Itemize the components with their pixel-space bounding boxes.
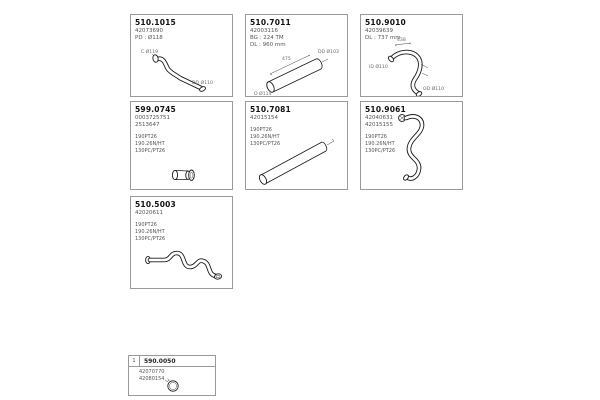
part-number: 510.9061 bbox=[365, 105, 406, 114]
footer-cell-header bbox=[129, 356, 215, 367]
spec-line: DL : 737 mm bbox=[365, 35, 401, 42]
model-code: 190.26N/HT bbox=[250, 133, 280, 140]
catalog-cell-510-5003 bbox=[130, 196, 233, 289]
drawing-label: 438 bbox=[397, 38, 406, 43]
oem-ref: 42080154 bbox=[139, 375, 165, 382]
model-code: 190.26N/HT bbox=[365, 141, 395, 148]
part-number: 510.9010 bbox=[365, 18, 406, 27]
catalog-cell-510-9061 bbox=[360, 101, 463, 190]
oem-ref: 42015154 bbox=[250, 115, 278, 121]
catalog-cell-510-1015 bbox=[130, 14, 233, 97]
catalog-cell-599-0745 bbox=[130, 101, 233, 190]
model-code: 190PT26 bbox=[250, 127, 272, 134]
oem-ref: 42040631 bbox=[365, 115, 393, 121]
part-number: 599.0745 bbox=[135, 105, 176, 114]
part-drawing-s-hose bbox=[361, 103, 464, 189]
model-code: 130PC/PT26 bbox=[135, 235, 166, 242]
oem-ref: 42039639 bbox=[365, 28, 393, 34]
drawing-label: C Ø119 bbox=[141, 50, 159, 55]
part-drawing-s-bend-pipe bbox=[131, 44, 234, 96]
drawing-label: DD Ø103 bbox=[318, 50, 339, 55]
catalog-cell-510-9010 bbox=[360, 14, 463, 97]
model-code: 190PT26 bbox=[135, 134, 157, 141]
part-drawing-curved-pipe bbox=[361, 32, 464, 96]
part-drawing-connector-sleeve bbox=[131, 163, 234, 189]
oem-ref: 42020611 bbox=[135, 210, 163, 216]
part-drawing-zigzag-pipe bbox=[131, 240, 234, 288]
model-code: 190.26N/HT bbox=[135, 141, 165, 148]
catalog-cell-510-7011 bbox=[245, 14, 348, 97]
model-code: 190PT26 bbox=[365, 134, 387, 141]
oem-ref: 0003725751 bbox=[135, 115, 170, 121]
model-code: 130PC/PT26 bbox=[365, 147, 396, 154]
oem-ref: 42073690 bbox=[135, 28, 163, 34]
part-number: 510.5003 bbox=[135, 200, 176, 209]
part-number: 510.7011 bbox=[250, 18, 291, 27]
part-number: 510.7081 bbox=[250, 105, 291, 114]
model-code: 130PC/PT26 bbox=[135, 147, 166, 154]
drawing-label: OD Ø110 bbox=[423, 87, 444, 92]
part-number: 590.0050 bbox=[144, 357, 176, 365]
oem-ref: 42015155 bbox=[365, 122, 393, 129]
oem-ref: 42070770 bbox=[139, 369, 165, 375]
model-code: 190PT26 bbox=[135, 222, 157, 229]
spec-line: BG : 224 TM bbox=[250, 35, 284, 42]
oem-ref: 42003116 bbox=[250, 28, 278, 34]
drawing-label: DD Ø110 bbox=[192, 81, 213, 86]
part-drawing-diagonal-silencer bbox=[246, 38, 349, 96]
drawing-label: O Ø114 bbox=[254, 92, 272, 96]
oem-ref: 2513647 bbox=[135, 122, 160, 129]
drawing-label: 475 bbox=[282, 57, 291, 62]
spec-line: DL : 960 mm bbox=[250, 42, 286, 49]
footer-clamp-cell bbox=[128, 355, 216, 396]
spec-line: PD : Ø118 bbox=[135, 35, 163, 42]
footer-cell-index: 1 bbox=[129, 356, 140, 366]
catalog-cell-510-7081 bbox=[245, 101, 348, 190]
clamp-ring-icon bbox=[129, 375, 217, 394]
model-code: 130PC/PT26 bbox=[250, 140, 281, 147]
model-code: 190.26N/HT bbox=[135, 228, 165, 235]
drawing-label: ID Ø110 bbox=[369, 65, 388, 70]
part-number: 510.1015 bbox=[135, 18, 176, 27]
part-drawing-long-diagonal-pipe bbox=[246, 127, 349, 189]
